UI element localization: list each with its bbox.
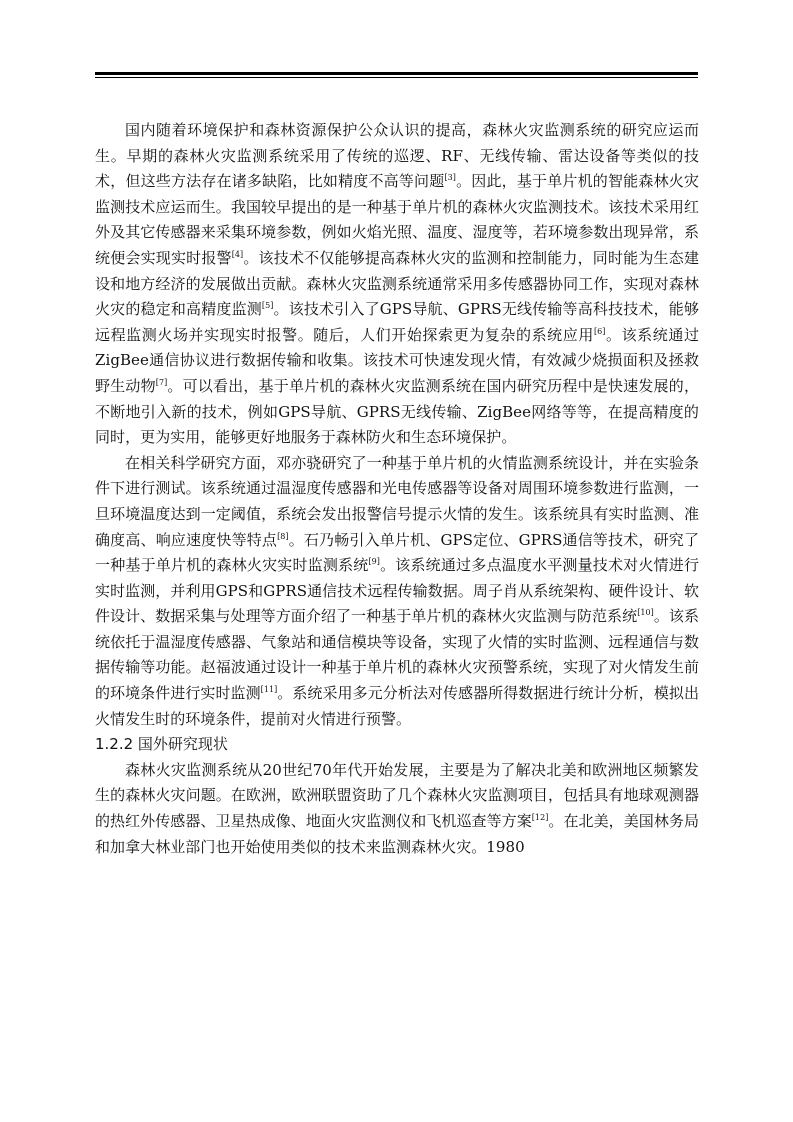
text-run: 国内随着环境保护和森林资源保护公众认识的提高，森林火灾监测系统的研究应运而生。早期的森林火灾监测系统采用了传统的巡逻、RF、无线传输、雷达设备等类似的技术，但这些方法存在诸多缺陷，比如精度不高等问题 bbox=[95, 121, 699, 191]
text-run: 。该系统通过多点温度水平测量技术对火情进行实时监测，并利用GPS和GPRS通信技术远程传输数据。周子肖从系统架构、硬件设计、软件设计、数据采集与处理等方面介绍了一种基于单片机的森林火灾监测与防范系统 bbox=[95, 556, 699, 626]
citation-ref: [3] bbox=[444, 173, 456, 183]
text-run: 。石乃畅引入单片机、GPS定位、GPRS通信等技术，研究了一种基于单片机的森林火灾实时监测系统 bbox=[95, 530, 699, 575]
text-run: 森林火灾监测系统从20世纪70年代开始发展，主要是为了解决北美和欧洲地区频繁发生的森林火灾问题。在欧洲，欧洲联盟资助了几个森林火灾监测项目，包括具有地球观测器的热红外传感器、卫星热成像、地面火灾监测仪和飞机巡查等方案 bbox=[95, 760, 699, 831]
citation-ref: [10] bbox=[637, 608, 654, 618]
citation-ref: [5] bbox=[261, 301, 274, 311]
text-run: 。可以看出，基于单片机的森林火灾监测系统在国内研究历程中是快速发展的，不断地引入新的技术，例如GPS导航、GPRS无线传输、ZigBee网络等等，在提高精度的同时，更为实用，能够更好地服务于森林防火和生态环境保护。 bbox=[95, 376, 699, 447]
citation-ref: [6] bbox=[593, 326, 606, 336]
text-run: 。该系统依托于温湿度传感器、气象站和通信模块等设备，实现了火情的实时监测、远程通信与数据传输等功能。赵福波通过设计一种基于单片机的森林火灾预警系统，实现了对火情发生前的环境条件进行实时监测 bbox=[95, 607, 699, 703]
body-paragraph bbox=[95, 118, 699, 451]
text-run: 。因此，基于单片机的智能森林火灾监测技术应运而生。我国较早提出的是一种基于单片机的森林火灾监测技术。该技术采用红外及其它传感器来采集环境参数，例如火焰光照、温度、湿度等，若环境参数出现异常，系统便会实现实时报警 bbox=[95, 172, 699, 267]
header-rule-thin bbox=[95, 77, 698, 78]
body-paragraph bbox=[95, 758, 699, 860]
text-run: 。该系统通过ZigBee通信协议进行数据传输和收集。该技术可快速发现火情，有效减少烧损面积及拯救野生动物 bbox=[95, 325, 699, 395]
citation-ref: [8] bbox=[277, 531, 289, 541]
citation-ref: [7] bbox=[155, 377, 168, 387]
citation-ref: [11] bbox=[260, 685, 278, 695]
header-rule-thick bbox=[95, 72, 698, 75]
body-text bbox=[95, 118, 699, 860]
section-heading: 1.2.2 国外研究现状 bbox=[95, 735, 228, 754]
text-run: 。系统采用多元分析法对传感器所得数据进行统计分析，模拟出火情发生时的环境条件，提前对火情进行预警。 bbox=[95, 684, 699, 728]
citation-ref: [12] bbox=[531, 813, 549, 823]
text-run: 在相关科学研究方面，邓亦骁研究了一种基于单片机的火情监测系统设计，并在实验条件下进行测试。该系统通过温湿度传感器和光电传感器等设备对周围环境参数进行监测，一旦环境温度达到一定阈值，系统会发出报警信号提示火情的发生。该系统具有实时监测、准确度高、响应速度快等特点 bbox=[95, 453, 699, 549]
citation-ref: [9] bbox=[368, 557, 380, 567]
text-run: 。该技术不仅能够提高森林火灾的监测和控制能力，同时能为生态建设和地方经济的发展做出贡献。森林火灾监测系统通常采用多传感器协同工作，实现对森林火灾的稳定和高精度监测 bbox=[95, 248, 699, 319]
text-run: 。在北美，美国林务局和加拿大林业部门也开始使用类似的技术来监测森林火灾。1980 bbox=[95, 812, 699, 856]
body-paragraph bbox=[95, 451, 699, 733]
citation-ref: [4] bbox=[231, 249, 244, 259]
text-run: 。该技术引入了GPS导航、GPRS无线传输等高科技技术，能够远程监测火场并实现实时报警。随后，人们开始探索更为复杂的系统应用 bbox=[95, 300, 699, 344]
